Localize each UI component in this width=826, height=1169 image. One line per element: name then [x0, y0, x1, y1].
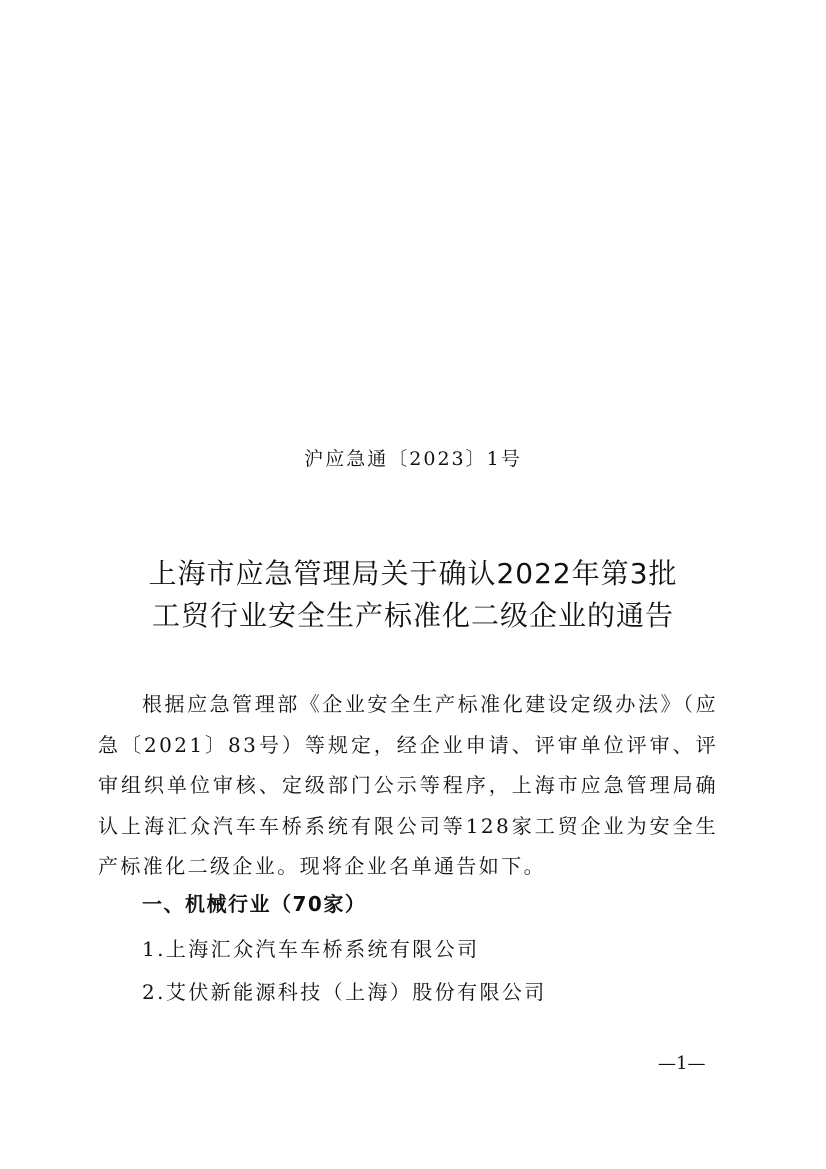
title-line-2: 工贸行业安全生产标准化二级企业的通告	[151, 599, 674, 632]
body-paragraph: 根据应急管理部《企业安全生产标准化建设定级办法》（应急〔2021〕83号）等规定，经企业申请、评审单位评审、评审组织单位审核、定级部门公示等程序，上海市应急管理局确认上海汇众汽车车桥系统有限公司等128家工贸企业为安全生产标准化二级企业。现将企业名单通告如下。	[98, 692, 718, 878]
document-number: 沪应急通〔2023〕1号	[304, 448, 522, 470]
list-item: 1.上海汇众汽车车桥系统有限公司	[142, 937, 480, 961]
section-heading: 一、机械行业（70家）	[142, 892, 367, 916]
title-line-1: 上海市应急管理局关于确认2022年第3批	[148, 557, 678, 590]
list-item: 2.艾伏新能源科技（上海）股份有限公司	[142, 980, 547, 1004]
page-number: —1—	[658, 1053, 706, 1074]
document-title	[0, 553, 826, 637]
